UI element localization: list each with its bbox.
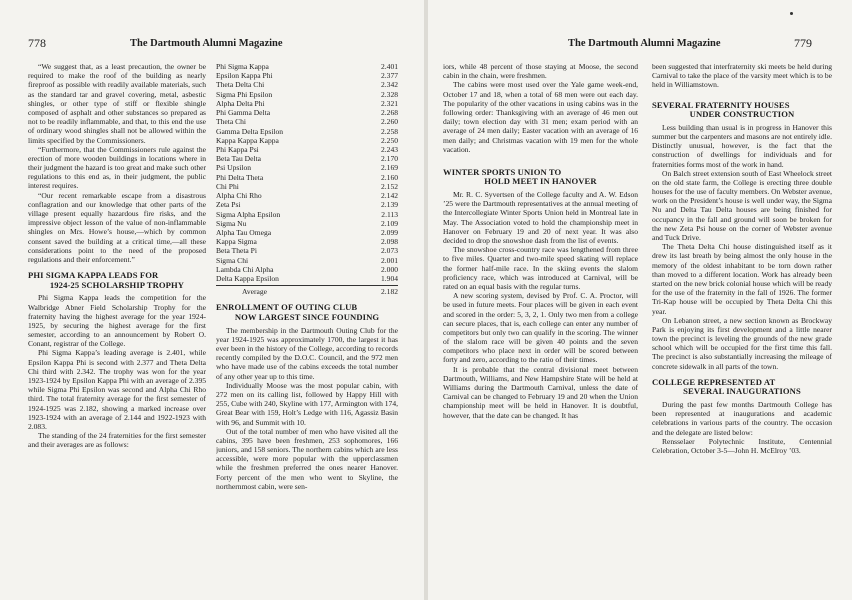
fraternity-name: Sigma Phi Epsilon	[216, 89, 273, 99]
article-paragraph: The Theta Delta Chi house distinguished itself as it drew its last breath by being almost the only house in the memory of the oldest inhabitant to be torn down rather than moved to a different location. Work has already been started on the new brick colonial house which will be ready for the use of the fraternity in the fall of 1926. The former Tri-Kap house will be occupied by Theta Delta Chi this year.	[652, 242, 832, 316]
fraternity-average: 2.250	[381, 135, 398, 145]
fraternity-name: Theta Delta Chi	[216, 80, 265, 90]
fraternity-name: Alpha Delta Phi	[216, 98, 265, 108]
fraternity-average: 2.268	[381, 108, 398, 118]
standings-row	[216, 71, 398, 80]
fraternity-name: Delta Kappa Epsilon	[216, 274, 279, 284]
fraternity-average: 2.152	[381, 181, 398, 191]
headline-line: NOW LARGEST SINCE FOUNDING	[234, 312, 380, 323]
article-headline	[652, 378, 832, 397]
fraternity-average: 2.000	[381, 264, 398, 274]
fraternity-name: Gamma Delta Epsilon	[216, 126, 284, 136]
fraternity-name: Chi Phi	[216, 181, 239, 191]
average-label: Average	[242, 287, 267, 297]
article-paragraph: The snowshoe cross-country race was lengthened from three to five miles. Quarter and two-mile speed skating will replace the former half-mile race. In the skiing events the slalom proficiency race, which was introduced at Carnival, will be rated on an equal basis with the regular turns.	[443, 245, 638, 291]
running-head: The Dartmouth Alumni Magazine	[568, 38, 721, 49]
print-speck	[790, 12, 793, 15]
standings-row	[216, 173, 398, 182]
headline-line: COLLEGE REPRESENTED AT	[652, 376, 776, 387]
fraternity-name: Epsilon Kappa Phi	[216, 71, 273, 81]
average-value: 2.182	[381, 287, 398, 297]
standings-row	[216, 237, 398, 246]
fraternity-name: Zeta Psi	[216, 200, 241, 210]
article-headline	[652, 101, 832, 120]
article-paragraph: On Lebanon street, a new section known as Brockway Park is enjoying its first development and a little nearer town the precinct is leveling the grounds of the new grade school which will be occupied for the first time this fall. The precinct is also substantially increasing the mileage of concrete sidewalk in all parts of the town.	[652, 315, 832, 371]
standings-row	[216, 246, 398, 255]
fraternity-average: 2.139	[381, 200, 398, 210]
article-headline	[216, 303, 398, 322]
headline-line: PHI SIGMA KAPPA LEADS FOR	[28, 270, 159, 281]
standings-row	[216, 228, 398, 237]
headline-line: 1924-25 SCHOLARSHIP TROPHY	[49, 279, 185, 290]
article-paragraph: The standing of the 24 fraternities for the first semester and their averages are as follows:	[28, 431, 206, 450]
quote-paragraph: “Furthermore, that the Commissioners rule against the erection of more wooden buildings in locations where in their judgment the hazard is too great and make such other regulations to this end as, in their judgment, the public interest requires.	[28, 144, 206, 191]
headline-line: SEVERAL FRATERNITY HOUSES	[652, 99, 790, 110]
quote-paragraph: “We suggest that, as a least precaution, the owner be required to make the roof of the building as nearly fireproof as possible with readily available materials, such as the standard tar and gravel covering, metal, asbestic shingles, or other type of stiff or flexible shingle composed of asphalt and other substances so prepared as not to be readily inflammable, and that, to this end the use of ordinary wood shingles shall not be allowed within the limits specified by the Commissioners.	[28, 62, 206, 145]
fraternity-name: Phi Sigma Kappa	[216, 62, 269, 71]
quote-paragraph: “Our recent remarkable escape from a disastrous conflagration and our knowledge that other parts of the village present equally hazardous fire risks, and the impressive object lesson of the value of non-inflammable shingles on Mrs. Howe’s house,—which by common consent saved the building at a critical time,—all these considerations point to the need of the proposed regulations and their enforcement.”	[28, 190, 206, 264]
standings-row	[216, 191, 398, 200]
article-paragraph: Out of the total number of men who have visited all the cabins, 395 have been freshmen, 253 sophomores, 166 juniors, and 158 seniors. The northern cabins which are less accessible, were more popular with the upperclassmen while the freshmen preferred the ones nearer Hanover. Forty percent of the men who went to Skyline, the northernmost cabin, were sen-	[216, 426, 398, 491]
fraternity-name: Psi Upsilon	[216, 163, 252, 173]
fraternity-average: 2.328	[381, 89, 398, 99]
fraternity-name: Beta Tau Delta	[216, 154, 262, 164]
fraternity-average: 1.904	[381, 274, 398, 284]
page-number: 779	[794, 36, 812, 50]
headline-line: HOLD MEET IN HANOVER	[484, 176, 597, 187]
fraternity-name: Alpha Chi Rho	[216, 191, 262, 201]
continued-paragraph: been suggested that interfraternity ski meets be held during Carnival to take the place of the varsity meet which is to be held in Williamstown.	[652, 62, 832, 90]
standings-row	[216, 108, 398, 117]
fraternity-name: Phi Kappa Psi	[216, 144, 259, 154]
standings-row	[216, 256, 398, 265]
fraternity-name: Theta Chi	[216, 117, 246, 127]
fraternity-average: 2.113	[381, 209, 398, 219]
fraternity-average: 2.099	[381, 227, 398, 237]
article-paragraph: Mr. R. C. Syvertsen of the College faculty and A. W. Edson ’25 were the Dartmouth representatives at the annual meeting of the Intercollegiate Winter Sports Union held in Montreal late in May. The Association voted to hold the championship meet in Hanover on February 19 and 20 of next year. It was also decided to drop the snowshoe dash from the list of events.	[443, 190, 638, 245]
fraternity-name: Sigma Chi	[216, 255, 249, 265]
fraternity-average: 2.170	[381, 154, 398, 164]
fraternity-average: 2.073	[381, 246, 398, 256]
fraternity-average: 2.321	[381, 98, 398, 108]
fraternity-average: 2.342	[381, 80, 398, 90]
standings-row	[216, 154, 398, 163]
article-paragraph: A new scoring system, devised by Prof. C. A. Proctor, will be used in future meets. Four places will be given in each event and scored in the order: 5, 3, 2, 1. Only two men from a college can secure places, that is, each college can enter any number of competitors but only two can qualify in the scoring. The winner of the slalom race will be given 40 points and the seven competitors who place next in order will be scored between forty and zero, according to the ratio of their times.	[443, 291, 638, 365]
standings-row	[216, 136, 398, 145]
standings-row	[216, 99, 398, 108]
fraternity-name: Lambda Chi Alpha	[216, 264, 274, 274]
article-paragraph: The cabins were most used over the Yale game week-end, October 17 and 18, when a total of 68 men were out each day. The popularity of the other vacations in using cabins was in the following order: Thanksgiving with an average of 46 men out daily; town election day with 31 men; exam period with an average of 24 men daily; Easter vacation with an average of 16 men daily; and Christmas vacation with 19 men for the whole vacation.	[443, 80, 638, 154]
article-paragraph: On Balch street extension south of East Wheelock street on the old state farm, the College is erecting three double houses for the use of faculty members. On Webster avenue, work on the President’s house is well under way, the Sigma Nu and Delta Tau Delta houses are being finished for occupancy in the fall and ground will soon be broken for the new Zeta Psi house on the corner of Webster avenue and Tuck Drive.	[652, 168, 832, 242]
fraternity-name: Kappa Sigma	[216, 237, 257, 247]
standings-average-row	[216, 287, 398, 296]
fraternity-average: 2.260	[381, 117, 398, 127]
article-paragraph: Less building than usual is in progress in Hanover this summer but the carpenters and masons are not entirely idle. Distinctly unusual, however, is the fact that the construction of dwellings for individuals and for fraternities forms most of the work in hand.	[652, 122, 832, 169]
fraternity-name: Alpha Tau Omega	[216, 227, 272, 237]
article-paragraph: Phi Sigma Kappa leads the competition for the Walbridge Abner Field Scholarship Trophy for the fraternity having the highest average for the year 1924-1925, by securing the highest average for the first semester, according to an announcement by Robert O. Conant, registrar of the College.	[28, 293, 206, 349]
running-head: The Dartmouth Alumni Magazine	[130, 38, 283, 49]
left-column-2	[216, 62, 398, 597]
standings-row	[216, 219, 398, 228]
fraternity-name: Phi Gamma Delta	[216, 108, 271, 118]
fraternity-name: Sigma Alpha Epsilon	[216, 209, 281, 219]
fraternity-average: 2.142	[381, 191, 398, 201]
article-paragraph: During the past few months Dartmouth College has been represented at inaugurations and academic celebrations in various parts of the country. The occasion and the delegate are listed below:	[652, 400, 832, 437]
fraternity-name: Beta Theta Pi	[216, 246, 257, 256]
fraternity-average: 2.109	[381, 218, 398, 228]
article-paragraph: Rensselaer Polytechnic Institute, Centennial Celebration, October 3-5—John H. McElroy ’03.	[652, 436, 832, 455]
standings-row	[216, 145, 398, 154]
continued-paragraph: iors, while 48 percent of those staying at Moose, the second cabin in the chain, were freshmen.	[443, 62, 638, 81]
standings-row	[216, 127, 398, 136]
standings-row	[216, 210, 398, 219]
headline-line: SEVERAL INAUGURATIONS	[683, 386, 801, 397]
standings-row	[216, 200, 398, 209]
headline-line: UNDER CONSTRUCTION	[689, 109, 795, 120]
fraternity-name: Sigma Nu	[216, 218, 247, 228]
fraternity-average: 2.001	[381, 255, 398, 265]
fraternity-average: 2.401	[381, 62, 398, 71]
standings-row	[216, 80, 398, 89]
left-column-1	[28, 62, 206, 597]
standings-row	[216, 274, 398, 283]
standings-row	[216, 265, 398, 274]
right-column-2	[652, 62, 832, 597]
table-rule	[216, 285, 398, 286]
fraternity-name: Phi Delta Theta	[216, 172, 264, 182]
fraternity-average: 2.377	[381, 71, 398, 81]
article-headline	[28, 271, 206, 290]
right-column-1	[443, 62, 638, 597]
article-paragraph: Individually Moose was the most popular cabin, with 272 men on its calling list, followed by Happy Hill with 255, Cube with 240, Skyline with 177, Armington with 174, Great Bear with 159, Holt’s Ledge with 116, Agassiz Basin with 96, and Summit with 10.	[216, 380, 398, 427]
fraternity-average: 2.169	[381, 163, 398, 173]
standings-row	[216, 163, 398, 172]
article-paragraph: It is probable that the central divisional meet between Dartmouth, Williams, and New Hampshire State will be held at Williams during the Dartmouth Carnival, unless the date of Carnival can be changed to February 19 and 20 when the Union championship meet will be held in Hanover. It is doubtful, however, that the date can be changed. It has	[443, 364, 638, 420]
standings-row	[216, 182, 398, 191]
fraternity-average: 2.243	[381, 144, 398, 154]
standings-row	[216, 90, 398, 99]
fraternity-name: Kappa Kappa Kappa	[216, 135, 279, 145]
fraternity-standings-table	[216, 62, 398, 283]
fraternity-average: 2.098	[381, 237, 398, 247]
headline-line: WINTER SPORTS UNION TO	[443, 166, 562, 177]
standings-row	[216, 62, 398, 71]
article-headline	[443, 168, 638, 187]
standings-row	[216, 117, 398, 126]
fraternity-average: 2.258	[381, 126, 398, 136]
headline-line: ENROLLMENT OF OUTING CLUB	[216, 302, 358, 313]
article-paragraph: Phi Sigma Kappa’s leading average is 2.401, while Epsilon Kappa Phi is second with 2.377 and Theta Delta Chi third with 2.342. The trophy was won for the year 1923-1924 by Epsilon Kappa Phi with an average of 2.395 while Sigma Phi Epsilon was second and Alpha Chi Rho third. The total fraternity average for the first semester of 1924-1925 was 2.182, showing a marked increase over 1923-1924 with an average of 2.144 and 1922-1923 with 2.083.	[28, 348, 206, 431]
page-number: 778	[28, 36, 46, 50]
article-paragraph: The membership in the Dartmouth Outing Club for the year 1924-1925 was approximately 1700, the largest it has ever been in the history of the College, according to records recently compiled by the D.O.C. Council, and the 972 men who have made use of the cabins exceeds the total number of any other year up to this time.	[216, 325, 398, 381]
fraternity-average: 2.160	[381, 172, 398, 182]
